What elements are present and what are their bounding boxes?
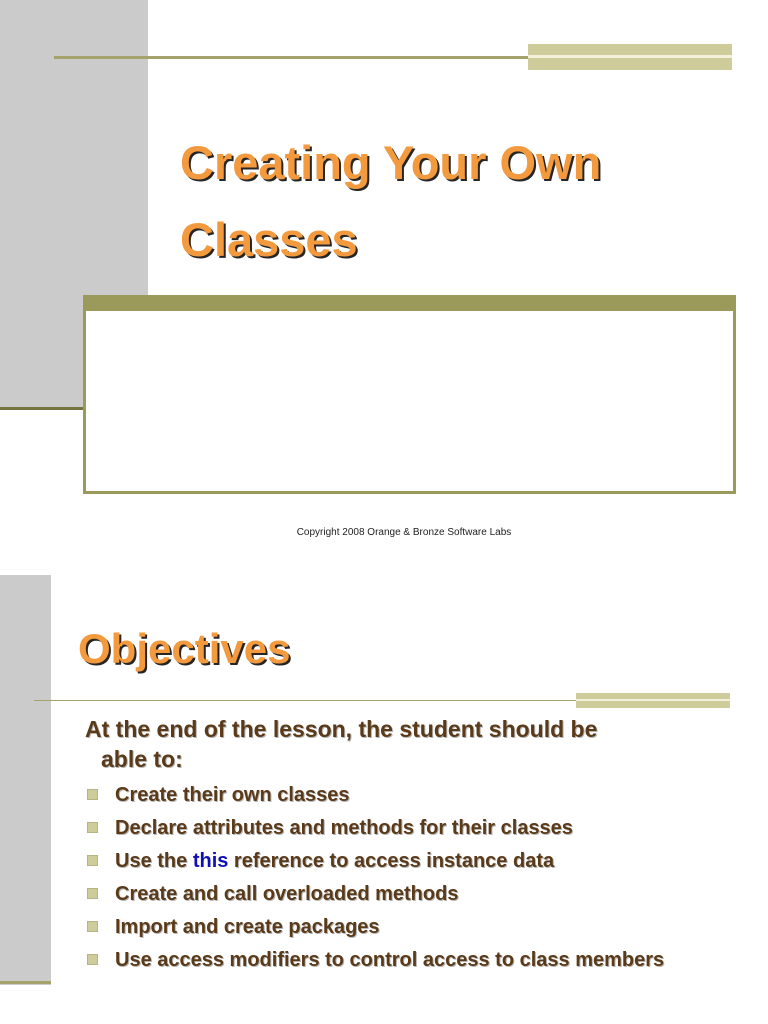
objectives-lead: [85, 714, 725, 774]
objective-text-before: Use the: [115, 850, 193, 872]
square-bullet-icon: [87, 888, 98, 899]
objectives-list: [86, 782, 726, 980]
objectives-rule: [34, 700, 580, 701]
title-line-1: Creating Your Own: [180, 136, 602, 189]
square-bullet-icon: [87, 822, 98, 833]
objective-text: Create and call overloaded methods: [115, 883, 459, 905]
objective-text-after: reference to access instance data: [228, 850, 555, 872]
objective-text: Import and create packages: [115, 916, 380, 938]
subtitle-box: [83, 311, 736, 494]
title-slide-accent-bar: [528, 44, 732, 70]
title-line-2: Classes: [180, 213, 358, 266]
copyright-notice: Copyright 2008 Orange & Bronze Software Labs: [296, 527, 512, 538]
objective-item: [86, 782, 726, 808]
objectives-accent-bar: [576, 693, 730, 708]
objective-item: [86, 881, 726, 907]
objective-item: [86, 947, 726, 973]
square-bullet-icon: [87, 789, 98, 800]
objectives-heading: Objectives: [78, 625, 291, 672]
square-bullet-icon: [87, 954, 98, 965]
objective-text: Create their own classes: [115, 784, 350, 806]
square-bullet-icon: [87, 921, 98, 932]
title-slide-heading: [180, 124, 740, 278]
objectives-lead-line-1: At the end of the lesson, the student should be: [85, 716, 598, 742]
objectives-slide-left-rule: [0, 981, 51, 984]
objective-item: [86, 914, 726, 940]
square-bullet-icon: [87, 855, 98, 866]
objectives-lead-line-2: able to:: [101, 746, 183, 772]
objective-text: Use access modifiers to control access to class members: [115, 949, 665, 971]
objective-text: Declare attributes and methods for their classes: [115, 817, 573, 839]
this-keyword: this: [192, 850, 229, 872]
title-slide-left-rule: [0, 407, 86, 410]
objective-item: [86, 815, 726, 841]
objective-item: [86, 848, 726, 874]
objectives-slide-sidebar: [0, 575, 51, 985]
title-slide-top-rule: [54, 56, 534, 59]
